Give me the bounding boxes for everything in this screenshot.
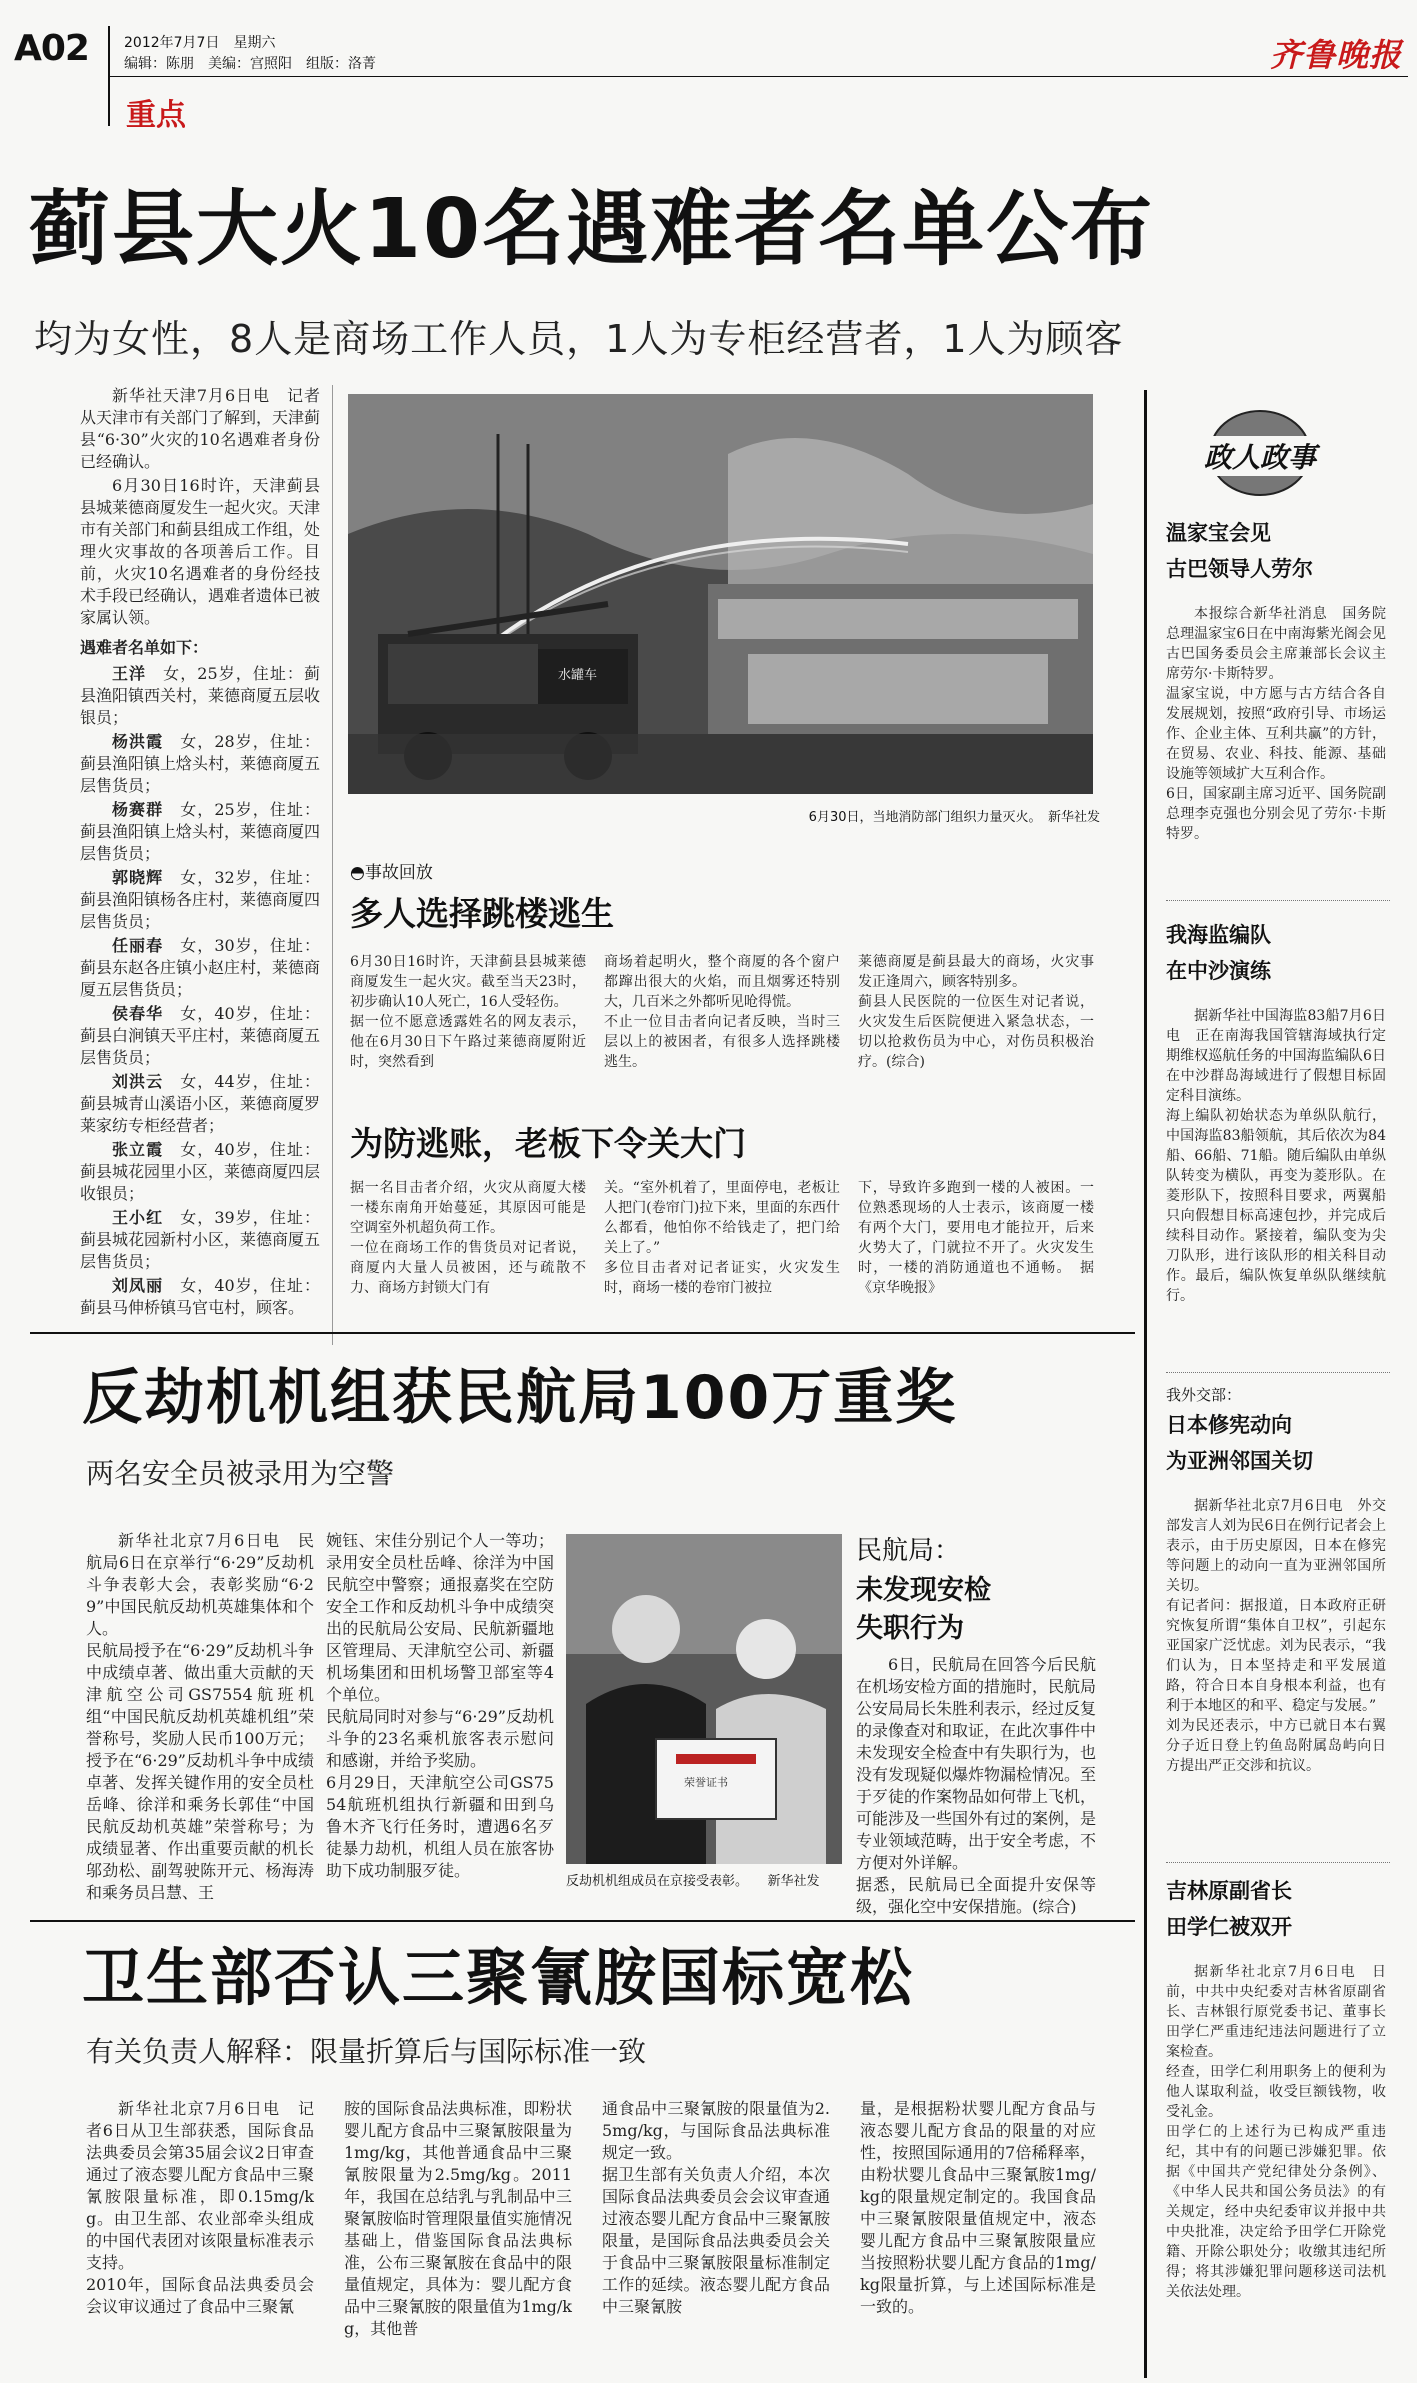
victims-list	[80, 663, 320, 1319]
victim-name: 刘凤丽	[112, 1276, 164, 1295]
sub1-col1: 6月30日16时许，天津蓟县县城莱德商厦发生一起火灾。截至当天23时，初步确认10人死亡，16人受轻伤。 据一位不愿意透露姓名的网友表示，他在6月30日下午路过莱德商厦附近时，突然看到	[350, 954, 586, 1070]
page-number: A02	[14, 28, 89, 69]
victim-info: 女，44岁，住址：蓟县城青山溪语小区，莱德商厦罗莱家纺专柜经营者；	[80, 1072, 321, 1135]
victim-entry	[80, 867, 320, 933]
sidebar-item-text: 据新华社北京7月6日电 日前，中共中央纪委对吉林省原副省长、吉林银行原党委书记、董事长田学仁严重违纪违法问题进行了立案检查。 经查，田学仁利用职务上的便利为他人谋取利益，收受巨额钱物，收受礼金。 田学仁的上述行为已构成严重违纪，其中有的问题已涉嫌犯罪。依据《中国共产党纪律处分条例》、《中华人民共和国公务员法》的有关规定，经中央纪委审议并报中共中央批准，决定给予田学仁开除党籍、开除公职处分；收缴其违纪所得；将其涉嫌犯罪问题移送司法机关依法处理。	[1166, 1964, 1386, 2300]
fire-photo	[348, 394, 1093, 794]
story2-subhead: 两名安全员被录用为空警	[86, 1457, 395, 1490]
sidebar-item-text: 据新华社北京7月6日电 外交部发言人刘为民6日在例行记者会上表示，由于历史原因，日本在修宪等问题上的动向一直为亚洲邻国所关切。 有记者问：据报道，日本政府正研究恢复所谓“集体自卫权”，引起东亚国家广泛忧虑。刘为民表示，“我们认为，日本坚持走和平发展道路，符合日本自身根本利益，也有利于本地区的和平、稳定与发展。” 刘为民还表示，中方已就日本右翼分子近日登上钓鱼岛附属岛屿向日方提出严正交涉和抗议。	[1166, 1498, 1386, 1774]
sidebar-item-title-1: 日本修宪动向	[1166, 1413, 1292, 1437]
story3-headline: 卫生部否认三聚氰胺国标宽松	[82, 1941, 915, 2014]
lead-headline: 蓟县大火10名遇难者名单公布	[28, 182, 1155, 277]
fire-photo-drawing	[348, 394, 1093, 794]
sidebar-item-title-2: 古巴领导人劳尔	[1166, 557, 1313, 581]
victim-name: 郭晓辉	[112, 868, 164, 887]
story3-col4: 量，是根据粉状婴儿配方食品与液态婴儿配方食品的限量的对应性，按照国际通用的7倍稀释率，由粉状婴儿食品中三聚氰胺1mg/kg的限量规定制定的。我国食品中三聚氰胺限量值规定中，液态婴儿配方食品中三聚氰胺限量应当按照粉状婴儿配方食品的1mg/kg限量折算，与上述国际标准是一致的。	[860, 2099, 1096, 2316]
fire-truck-label: 水罐车	[558, 668, 598, 683]
story2-col1: 新华社北京7月6日电 民航局6日在京举行“6·29”反劫机斗争表彰大会，表彰奖励“6·29”中国民航反劫机英雄集体和个人。 民航局授予在“6·29”反劫机斗争中成绩卓著、做出重大贡献的天津航空公司GS7554航班机组“中国民航反劫机英雄机组”荣誉称号，奖励人民币100万元；授予在“6·29”反劫机斗争中成绩卓著、发挥关键作用的安全员杜岳峰、徐洋和乘务长郭佳“中国民航反劫机英雄”荣誉称号；为成绩显著、作出重要贡献的机长邬劲松、副驾驶陈开元、杨海涛和乘务员吕慧、王	[86, 1531, 314, 1902]
story3-col1: 新华社北京7月6日电 记者6日从卫生部获悉，国际食品法典委员会第35届会议2日审查通过了液态婴儿配方食品中三聚氰胺限量标准，即0.15mg/kg。由卫生部、农业部牵头组成的中国代表团对该限量标准表示支持。 2010年，国际食品法典委员会会议审议通过了食品中三聚氰	[86, 2099, 314, 2316]
logo: 齐鲁晚报	[1270, 36, 1403, 74]
victim-info: 女，30岁，住址：蓟县东赵各庄镇小赵庄村，莱德商厦五层售货员；	[80, 936, 321, 999]
lead-subhead: 均为女性，8人是商场工作人员，1人为专柜经营者，1人为顾客	[34, 317, 1124, 361]
victim-name: 侯春华	[112, 1004, 164, 1023]
victim-entry	[80, 1207, 320, 1273]
victim-info: 女，25岁，住址：蓟县渔阳镇西关村，莱德商厦五层收银员；	[80, 664, 321, 727]
victim-info: 女，39岁，住址：蓟县城花园新村小区，莱德商厦五层售货员；	[80, 1208, 321, 1271]
story2-side-text: 6日，民航局在回答今后民航在机场安检方面的措施时，民航局公安局局长朱胜利表示，经过反复的录像查对和取证，在此次事件中未发现安全检查中有失职行为，也没有发现疑似爆炸物漏检情况。至于歹徒的作案物品如何带上飞机，可能涉及一些国外有过的案例，是专业领域范畴，出于安全考虑，不方便对外详解。 据悉，民航局已全面提升安保等级，强化空中安保措施。(综合)	[856, 1655, 1097, 1916]
sub1-col2: 商场着起明火，整个商厦的各个窗户都蹿出很大的火焰，而且烟雾还特别大，几百米之外都听见呛得慌。 不止一位目击者向记者反映，当时三层以上的被困者，有很多人选择跳楼逃生。	[604, 954, 840, 1070]
story2-side-label: 民航局：	[856, 1536, 961, 1566]
victim-name: 王洋	[112, 664, 147, 683]
sub2-col3: 下，导致许多跑到一楼的人被困。一位熟悉现场的人士表示，该商厦一楼有两个大门，要用电才能拉开，后来火势大了，门就拉不开了。火灾发生时，一楼的消防通道也不通畅。 据《京华晚报》	[858, 1180, 1094, 1296]
victim-info: 女，28岁，住址：蓟县渔阳镇上焓头村，莱德商厦五层售货员；	[80, 732, 321, 795]
sub1-title: 多人选择跳楼逃生	[350, 894, 614, 933]
sidebar-divider	[1166, 1372, 1390, 1373]
victims-title: 遇难者名单如下：	[80, 638, 209, 657]
sidebar-item-title-1: 我海监编队	[1166, 923, 1271, 947]
story3-subhead: 有关负责人解释：限量折算后与国际标准一致	[86, 2035, 647, 2068]
sidebar-badge-text: 政人政事	[1200, 436, 1320, 476]
victim-name: 张立霞	[112, 1140, 164, 1159]
sidebar-item-label: 我外交部：	[1166, 1386, 1242, 1404]
victim-entry	[80, 1139, 320, 1205]
sidebar-item-title-1: 温家宝会见	[1166, 521, 1271, 545]
section-divider	[30, 1332, 1135, 1334]
sub2-col2: 关。“室外机着了，里面停电，老板让人把门(卷帘门)拉下来，里面的东西什么都看，他怕你不给钱走了，把门给关上了。” 多位目击者对记者证实，火灾发生时，商场一楼的卷帘门被拉	[604, 1180, 840, 1296]
sidebar-item-text: 本报综合新华社消息 国务院总理温家宝6日在中南海紫光阁会见古巴国务委员会主席兼部长会议主席劳尔·卡斯特罗。 温家宝说，中方愿与古方结合各自发展规划，按照“政府引导、市场运作、企业主体、互利共赢”的方针，在贸易、农业、科技、能源、基础设施等领域扩大互利合作。 6日，国家副主席习近平、国务院副总理李克强也分别会见了劳尔·卡斯特罗。	[1166, 606, 1386, 842]
award-photo-caption: 反劫机机组成员在京接受表彰。 新华社发	[566, 1874, 820, 1889]
sub1-col3: 莱德商厦是蓟县最大的商场，火灾事发正逢周六，顾客特别多。 蓟县人民医院的一位医生对记者说，火灾发生后医院便进入紧急状态，一切以抢救伤员为中心，对伤员积极治疗。(综合)	[858, 954, 1094, 1070]
victim-entry	[80, 731, 320, 797]
victim-info: 女，25岁，住址：蓟县渔阳镇上焓头村，莱德商厦四层售货员；	[80, 800, 321, 863]
award-photo	[566, 1534, 842, 1864]
story3-col2: 胺的国际食品法典标准，即粉状婴儿配方食品中三聚氰胺限量为1mg/kg，其他普通食品中三聚氰胺限量为2.5mg/kg。2011年，我国在总结乳与乳制品中三聚氰胺临时管理限量值实施情况基础上，借鉴国际食品法典标准，公布三聚氰胺在食品中的限量值规定，具体为：婴儿配方食品中三聚氰胺的限量值为1mg/kg，其他普	[344, 2099, 572, 2338]
victim-info: 女，40岁，住址：蓟县马伸桥镇马官屯村，顾客。	[80, 1276, 320, 1317]
sidebar-item-title-1: 吉林原副省长	[1166, 1879, 1292, 1903]
review-tag-icon: ◓	[350, 863, 365, 883]
column-rule	[332, 385, 333, 1345]
victim-entry	[80, 663, 320, 729]
sidebar-divider	[1166, 900, 1390, 901]
date-line: 2012年7月7日 星期六	[124, 35, 276, 51]
victim-info: 女，40岁，住址：蓟县城花园里小区，莱德商厦四层收银员；	[80, 1140, 321, 1203]
sidebar-border	[1144, 390, 1147, 2378]
victim-entry	[80, 1071, 320, 1137]
sidebar-item-title-2: 在中沙演练	[1166, 959, 1271, 983]
victim-info: 女，40岁，住址：蓟县白涧镇天平庄村，莱德商厦五层售货员；	[80, 1004, 321, 1067]
award-certificate-text: 荣誉证书	[684, 1776, 728, 1789]
fire-photo-caption: 6月30日，当地消防部门组织力量灭火。 新华社发	[808, 810, 1100, 825]
victim-name: 刘洪云	[112, 1072, 164, 1091]
sidebar-divider	[1166, 1862, 1390, 1863]
sub2-col1: 据一名目击者介绍，火灾从商厦大楼一楼东南角开始蔓延，其原因可能是空调室外机超负荷工作。 一位在商场工作的售货员对记者说，商厦内大量人员被困，还与疏散不力、商场方封锁大门有	[350, 1180, 586, 1296]
sidebar-item-title-2: 为亚洲邻国关切	[1166, 1449, 1313, 1473]
victim-name: 王小红	[112, 1208, 164, 1227]
story2-side-title-1: 未发现安检	[856, 1575, 991, 1606]
story2-headline: 反劫机机组获民航局100万重奖	[82, 1363, 958, 1433]
victim-name: 任丽春	[112, 936, 164, 955]
story2-side-title-2: 失职行为	[856, 1613, 964, 1644]
victim-entry	[80, 1003, 320, 1069]
sidebar-item-title-2: 田学仁被双开	[1166, 1915, 1292, 1939]
lead-intro-p2: 6月30日16时许，天津蓟县县城莱德商厦发生一起火灾。天津市有关部门和蓟县组成工作组，处理火灾事故的各项善后工作。目前，火灾10名遇难者的身份经技术手段已经确认，遇难者遗体已被家属认领。	[80, 476, 321, 627]
victim-name: 杨洪霞	[112, 732, 164, 751]
story2-col2: 婉钰、宋佳分别记个人一等功；录用安全员杜岳峰、徐洋为中国民航空中警察；通报嘉奖在空防安全工作和反劫机斗争中成绩突出的民航局公安局、民航新疆地区管理局、天津航空公司、新疆机场集团和田机场警卫部室等4个单位。 民航局同时对参与“6·29”反劫机斗争的23名乘机旅客表示慰问和感谢，并给予奖励。 6月29日，天津航空公司GS7554航班机组执行新疆和田到乌鲁木齐飞行任务时，遭遇6名歹徒暴力劫机，机组人员在旅客协助下成功制服歹徒。	[326, 1531, 554, 1880]
review-tag	[350, 858, 433, 883]
section-label: 重点	[126, 98, 186, 133]
sidebar-badge	[1180, 408, 1390, 498]
story3-col3: 通食品中三聚氰胺的限量值为2.5mg/kg，与国际食品法典标准规定一致。 据卫生部有关负责人介绍，本次国际食品法典委员会会议审查通过液态婴儿配方食品中三聚氰胺限量，是国际食品法典委员会关于食品中三聚氰胺限量标准制定工作的延续。液态婴儿配方食品中三聚氰胺	[602, 2099, 830, 2316]
sidebar-item-text: 据新华社中国海监83船7月6日电 正在南海我国管辖海域执行定期维权巡航任务的中国海监编队6日在中沙群岛海域进行了假想目标固定科目演练。 海上编队初始状态为单纵队航行，中国海监83船领航，其后依次为84船、66船、71船。随后编队由单纵队转变为横队，再变为菱形队。在菱形队下，按照科目要求，两翼船只向假想目标高速包抄，并完成后续科目动作。紧接着，编队变为尖刀队形，进行该队形的相关科目动作。最后，编队恢复单纵队继续航行。	[1166, 1008, 1386, 1304]
staff-line: 编辑：陈朋 美编：宫照阳 组版：洛菁	[124, 56, 376, 72]
victim-name: 杨赛群	[112, 800, 164, 819]
masthead-rule	[108, 76, 1408, 77]
review-tag-text: 事故回放	[364, 863, 433, 883]
victim-entry	[80, 1275, 320, 1319]
section-divider	[30, 1920, 1135, 1922]
victim-entry	[80, 799, 320, 865]
victim-entry	[80, 935, 320, 1001]
award-photo-drawing	[566, 1534, 842, 1864]
lead-intro-p1: 新华社天津7月6日电 记者从天津市有关部门了解到，天津蓟县“6·30”火灾的10名遇难者身份已经确认。	[80, 386, 321, 471]
sub2-title: 为防逃账，老板下令关大门	[350, 1124, 746, 1163]
victim-info: 女，32岁，住址：蓟县渔阳镇杨各庄村，莱德商厦四层售货员；	[80, 868, 321, 931]
lead-intro-column	[80, 385, 320, 1321]
